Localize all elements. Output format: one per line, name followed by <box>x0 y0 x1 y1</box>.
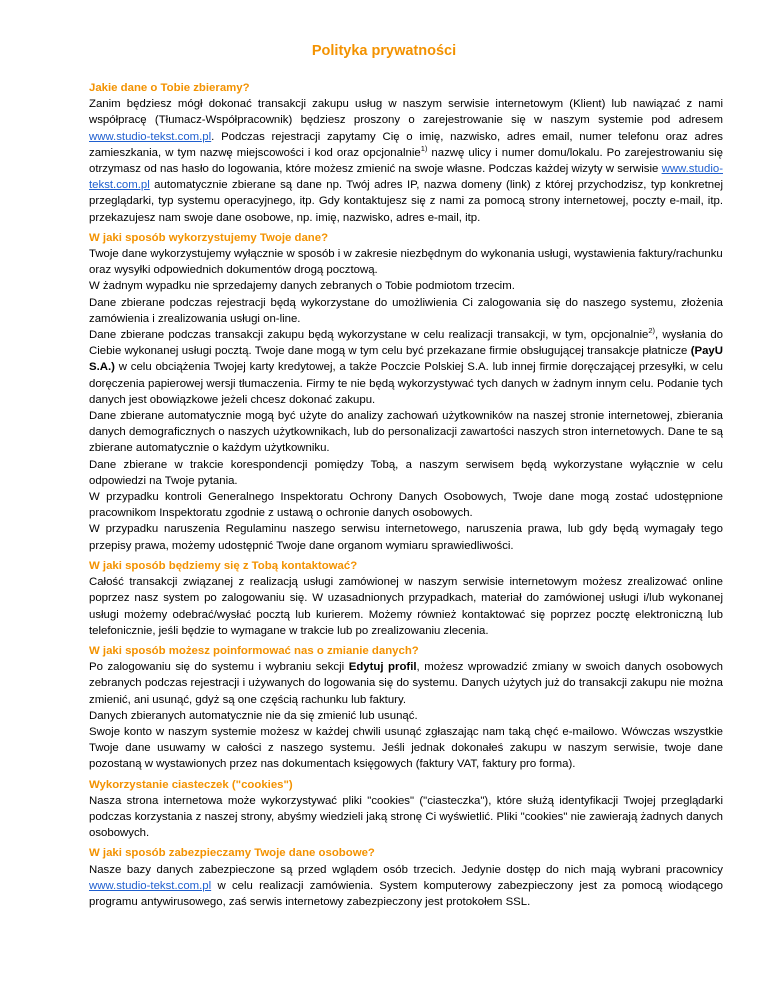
document-body <box>89 80 723 914</box>
paragraph: Nasza strona internetowa może wykorzystywać pliki "cookies" ("ciasteczka"), które służą identyfikacji Twojej przeglądarki podczas korzystania z naszej strony, abyśmy wiedzieli jaką stronę Ci wyświetlić. Pliki "cookies" nie zawierają żadnych danych osobowych. <box>89 794 723 840</box>
paragraph: Danych zbieranych automatycznie nie da się zmienić lub usunąć. <box>89 709 418 722</box>
paragraph: Po zalogowaniu się do systemu i wybraniu sekcji Edytuj profil, możesz wprowadzić zmiany w swoich danych osobowych zebranych podczas rejestracji i używanych do logowania się do systemu. Danych użytych już do transakcji zakupu nie można zmienić, ani usunąć, gdyż są one częścią rachunku lub faktury. <box>89 661 723 706</box>
section-heading: W jaki sposób zabezpieczamy Twoje dane osobowe? <box>89 847 375 860</box>
section-heading: W jaki sposób wykorzystujemy Twoje dane? <box>89 231 329 244</box>
footnote-ref: 1) <box>420 143 428 153</box>
paragraph: Twoje dane wykorzystujemy wyłącznie w sposób i w zakresie niezbędnym do wykonania usługi, wystawienia faktury/rachunku oraz wysyłki odpowiednich dokumentów drogą pocztową. <box>89 248 723 277</box>
paragraph: Dane zbierane podczas rejestracji będą wykorzystane do umożliwienia Ci zalogowania się do naszego systemu, złożenia zamówienia i zrealizowania usługi on-line. <box>89 296 723 325</box>
page-title: Polityka prywatności <box>311 43 457 59</box>
section-data-change <box>89 643 723 773</box>
website-link[interactable]: www.studio-tekst.com.pl <box>89 163 723 192</box>
paragraph: Dane zbierane automatycznie mogą być użyte do analizy zachowań użytkowników na naszej stronie internetowej, zbierania danych demograficznych o naszych użytkownikach, lub do personalizacji zawartości naszych stron internetowych. Dane te są zbierane automatycznie o każdym użytkowniku. <box>89 410 723 455</box>
section-heading: W jaki sposób będziemy się z Tobą kontaktować? <box>89 559 358 572</box>
section-security <box>89 845 723 910</box>
paragraph: W przypadku naruszenia Regulaminu naszego serwisu internetowego, naruszenia prawa, lub gdy będą wymagały tego przepisy prawa, możemy udostępnić Twoje dane organom wymiaru sprawiedliwości. <box>89 523 723 552</box>
paragraph: W przypadku kontroli Generalnego Inspektoratu Ochrony Danych Osobowych, Twoje dane mogą zostać udostępnione pracownikom Inspektoratu zgodnie z ustawą o ochronie danych osobowych. <box>89 491 723 520</box>
website-link[interactable]: www.studio-tekst.com.pl <box>89 130 212 143</box>
website-link[interactable]: www.studio-tekst.com.pl <box>89 879 212 892</box>
section-heading: Jakie dane o Tobie zbieramy? <box>89 82 250 94</box>
section-data-usage <box>89 230 723 554</box>
paragraph: Swoje konto w naszym systemie możesz w każdej chwili usunąć zgłaszając nam taką chęć e-mailowo. Wówczas wszystkie Twoje dane usuwamy w całości z naszego systemu. Jeśli jednak dokonałeś zakupu w naszym serwisie, twoje dane pozostaną w wystawionych przez nas dokumentach księgowych (faktury VAT, faktury pro forma). <box>89 725 723 771</box>
section-heading: Wykorzystanie ciasteczek ("cookies") <box>89 778 293 791</box>
section-cookies <box>89 777 723 842</box>
paragraph: Całość transakcji związanej z realizacją usługi zamówionej w naszym serwisie internetowym możesz zrealizować online poprzez nasz system po zalogowaniu się. W uzasadnionych przypadkach, materiał do zamówionej usługi i/lub wykonanej usługi możemy odebrać/wysłać pocztą lub kurierem. Możemy również kontaktować się poprzez pocztę elektroniczną lub telefonicznie, jeśli będzie to wymagane w trakcie lub po zrealizowaniu zlecenia. <box>89 576 723 637</box>
paragraph: Zanim będziesz mógł dokonać transakcji zakupu usług w naszym serwisie internetowym (Klient) lub nawiązać z nami współpracę (Tłumacz-Współpracownik) będziesz proszony o zarejestrowanie się w naszym systemie pod adresem www.studio-tekst.com.pl. Podczas rejestracji zapytamy Cię o imię, nazwisko, adres email, numer telefonu oraz adres zamieszkania, w tym nazwę miejscowości i kod oraz opcjonalnie$^{1)}$ nazwę ulicy i numer domu/lokalu. Po zarejestrowaniu się otrzymasz od nas hasło do logowania, które możesz zmienić na swoje własne. Podczas każdej wizyty w serwisie www.studio-tekst.com.pl automatycznie zbierane są dane np. Twój adres IP, nazwa domeny (link) z której przychodzisz, typ konkretnej przeglądarki, typ systemu operacyjnego, itp. Gdy kontaktujesz się z nami za pomocą strony internetowej, poczty e-mail, itp. przekazujesz nam swoje dane osobowe, np. imię, nazwisko, adres e-mail, itp. <box>89 98 723 224</box>
section-contact <box>89 558 723 639</box>
paragraph: Nasze bazy danych zabezpieczone są przed wglądem osób trzecich. Jedynie dostęp do nich mają wybrani pracownicy www.studio-tekst.com.pl w celu realizacji zamówienia. System komputerowy zabezpieczony jest za pomocą wiodącego programu antywirusowego, zaś serwis internetowy zabezpieczony jest protokołem SSL. <box>89 863 723 908</box>
paragraph: Dane zbierane podczas transakcji zakupu będą wykorzystane w celu realizacji transakcji, w tym, opcjonalnie$^{2)}$, wysłania do Ciebie wykonanej usługi pocztą. Twoje dane mogą w tym celu być przekazane firmie obsługującej transakcje płatnicze (PayU S.A.) w celu obciążenia Twojej karty kredytowej, a także Poczcie Polskiej S.A. lub innej firmie doręczającej przesyłki, w celu doręczenia papierowej wersji tłumaczenia. Firmy te nie będą wykorzystywać tych danych w żadnym innym celu. Podanie tych danych jest obowiązkowe jeżeli chcesz dokonać zakupu. <box>89 326 723 406</box>
bold-text: (PayU S.A.) <box>89 345 723 374</box>
section-data-collected <box>89 80 723 226</box>
footnote-ref: 2) <box>648 326 656 336</box>
paragraph: W żadnym wypadku nie sprzedajemy danych zebranych o Tobie podmiotom trzecim. <box>89 280 515 293</box>
paragraph: Dane zbierane w trakcie korespondencji pomiędzy Tobą, a naszym serwisem będą wykorzystane wyłącznie w celu odpowiedzi na Twoje pytania. <box>89 458 723 487</box>
bold-text: Edytuj profil <box>348 661 417 674</box>
section-heading: W jaki sposób możesz poinformować nas o zmianie danych? <box>89 644 419 657</box>
